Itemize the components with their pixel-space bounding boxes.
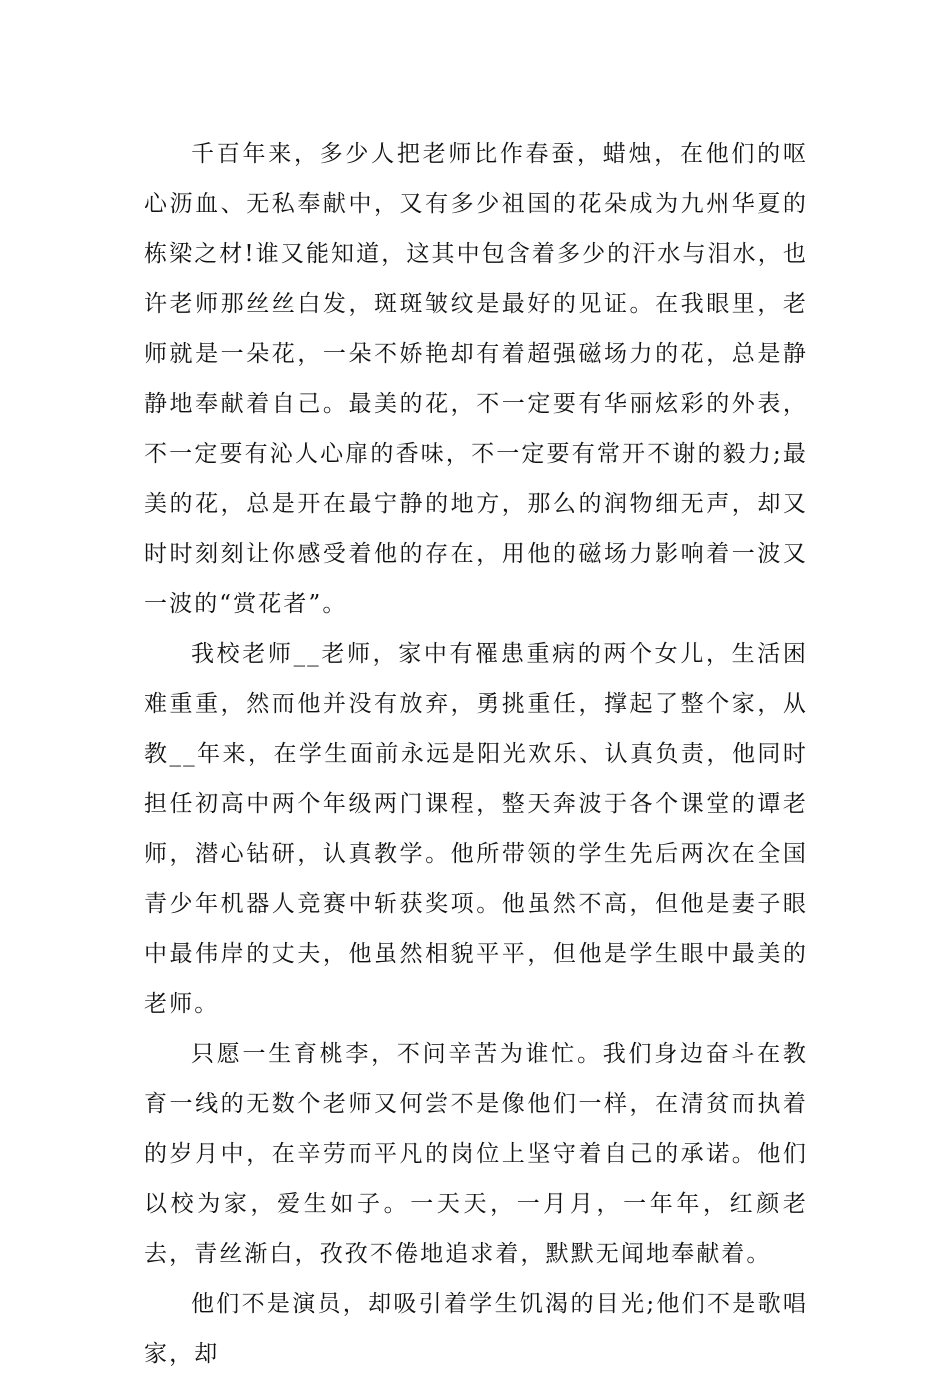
paragraph-3: 只愿一生育桃李，不问辛苦为谁忙。我们身边奋斗在教育一线的无数个老师又何尝不是像他们一样，在清贫而执着的岁月中，在辛劳而平凡的岗位上坚守着自己的承诺。他们以校为家，爱生如子。一天天，一月月，一年年，红颜老去，青丝渐白，孜孜不倦地追求着，默默无闻地奉献着。 xyxy=(144,1041,808,1267)
document-body xyxy=(144,129,808,1379)
paragraph-2: 我校老师__老师，家中有罹患重病的两个女儿，生活困难重重，然而他并没有放弃，勇挑重任，撑起了整个家，从教__年来，在学生面前永远是阳光欢乐、认真负责，他同时担任初高中两个年级两门课程，整天奔波于各个课堂的谭老师，潜心钻研，认真教学。他所带领的学生先后两次在全国青少年机器人竞赛中斩获奖项。他虽然不高，但他是妻子眼中最伟岸的丈夫，他虽然相貌平平，但他是学生眼中最美的老师。 xyxy=(144,641,808,1017)
paragraph-4: 他们不是演员，却吸引着学生饥渴的目光;他们不是歌唱家，却 xyxy=(144,1291,808,1367)
paragraph-1: 千百年来，多少人把老师比作春蚕，蜡烛，在他们的呕心沥血、无私奉献中，又有多少祖国的花朵成为九州华夏的栋梁之材!谁又能知道，这其中包含着多少的汗水与泪水，也许老师那丝丝白发，斑斑皱纹是最好的见证。在我眼里，老师就是一朵花，一朵不娇艳却有着超强磁场力的花，总是静静地奉献着自己。最美的花，不一定要有华丽炫彩的外表，不一定要有沁人心扉的香味，不一定要有常开不谢的毅力;最美的花，总是开在最宁静的地方，那么的润物细无声，却又时时刻刻让你感受着他的存在，用他的磁场力影响着一波又一波的“赏花者”。 xyxy=(144,141,808,617)
